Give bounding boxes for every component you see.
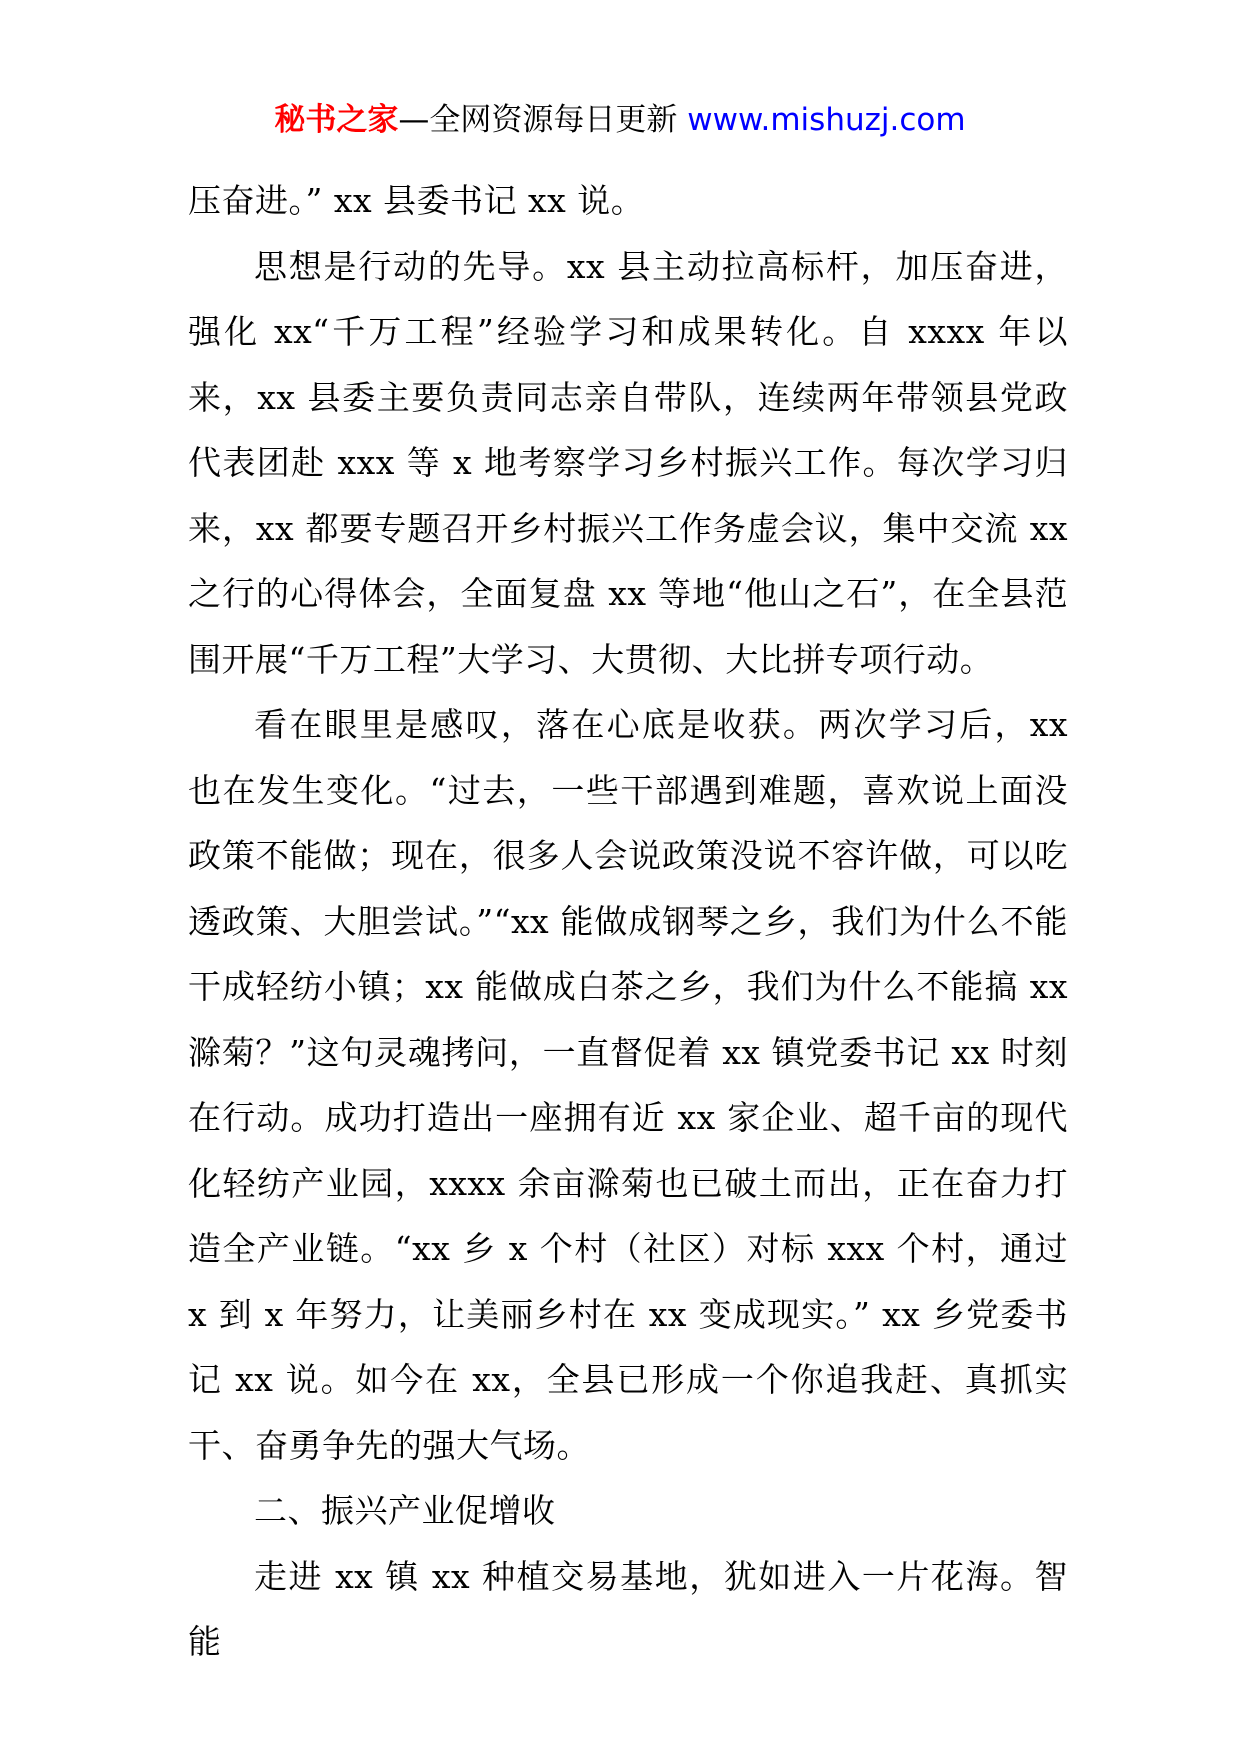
section-heading: 二、振兴产业促增收 <box>254 1491 556 1530</box>
paragraph: 走进 xx 镇 xx 种植交易基地，犹如进入一片花海。智能 <box>188 1556 1068 1661</box>
paragraph-continued: 压奋进。” xx 县委书记 xx 说。 <box>188 181 645 220</box>
site-url-link[interactable]: www.mishuzj.com <box>687 102 966 138</box>
paragraph: 看在眼里是感叹，落在心底是收获。两次学习后，xx 也在发生变化。“过去，一些干部遇到难题，喜欢说上面没政策不能做；现在，很多人会说政策没说不容许做，可以吃透政策、大胆尝试。”“xx 能做成钢琴之乡，我们为什么不能干成轻纺小镇；xx 能做成白茶之乡，我们为什么不能搞 xx 滁菊？”这句灵魂拷问，一直督促着 xx 镇党委书记 xx 时刻在行动。成功打造出一座拥有近 xx 家企业、超千亩的现代化轻纺产业园，xxxx 余亩滁菊也已破土而出，正在奋力打造全产业链。“xx 乡 x 个村（社区）对标 xxx 个村，通过 x 到 x 年努力，让美丽乡村在 xx 变成现实。” xx 乡党委书记 xx 说。如今在 xx，全县已形成一个你追我赶、真抓实干、奋勇争先的强大气场。 <box>188 705 1068 1465</box>
document-body <box>188 168 1068 1675</box>
brand-name: 秘书之家 <box>274 102 399 138</box>
header-tagline: —全网资源每日更新 <box>398 102 678 138</box>
paragraph: 思想是行动的先导。xx 县主动拉高标杆，加压奋进，强化 xx“千万工程”经验学习和成果转化。自 xxxx 年以来，xx 县委主要负责同志亲自带队，连续两年带领县党政代表团赴 xxx 等 x 地考察学习乡村振兴工作。每次学习归来，xx 都要专题召开乡村振兴工作务虚会议，集中交流 xx 之行的心得体会，全面复盘 xx 等地“他山之石”，在全县范围开展“千万工程”大学习、大贯彻、大比拼专项行动。 <box>188 246 1068 679</box>
watermark-header <box>0 98 1240 142</box>
